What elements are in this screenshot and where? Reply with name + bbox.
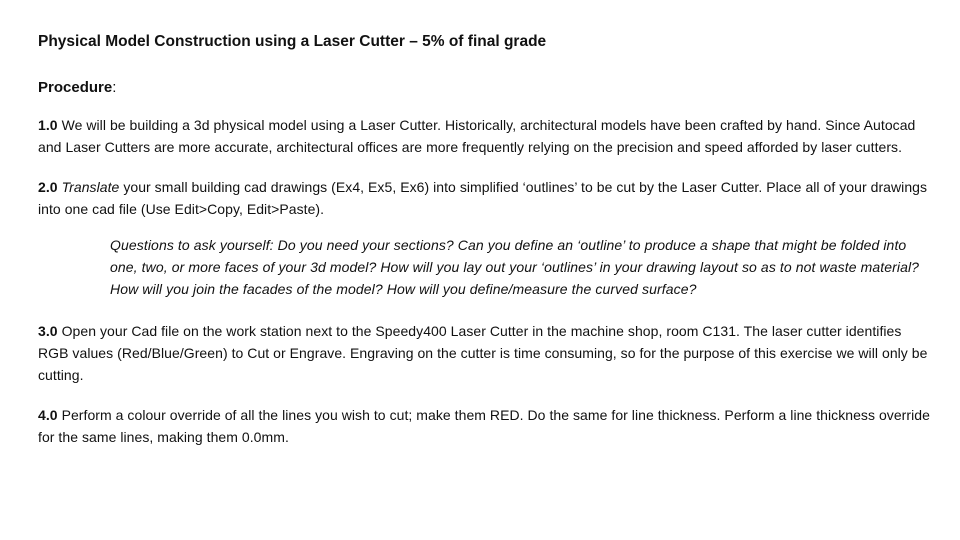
step-2-number: 2.0 [38, 179, 58, 195]
procedure-heading-colon: : [112, 79, 117, 96]
step-1-number: 1.0 [38, 117, 58, 133]
procedure-heading-text: Procedure [38, 79, 113, 96]
step-2-text: your small building cad drawings (Ex4, Ex5, Ex6) into simplified ‘outlines’ to be cut by the Laser Cutter. Place all of your drawings into one cad file (Use Edit>Copy, Edit>Paste). [38, 179, 928, 217]
step-2-questions: Questions to ask yourself: Do you need your sections? Can you define an ‘outline’ to produce a shape that might be folded into one, two, or more faces of your 3d model? How will you lay out your ‘outlines’ in your drawing layout so as to not waste material? How will you join the facades of the model? How will you define/measure the curved surface? [110, 237, 920, 297]
document-page [38, 30, 930, 466]
step-3-text: Open your Cad file on the work station next to the Speedy400 Laser Cutter in the machine shop, room C131. The laser cutter identifies RGB values (Red/Blue/Green) to Cut or Engrave. Engraving on the cutter is time consuming, so for the purpose of this exercise we will only be cutting. [38, 323, 928, 383]
step-2-emphasis: Translate [61, 179, 120, 195]
step-1-paragraph [38, 114, 930, 158]
procedure-heading [38, 76, 930, 100]
step-3-paragraph [38, 320, 930, 386]
step-4-text: Perform a colour override of all the lines you wish to cut; make them RED. Do the same for line thickness. Perform a line thickness override for the same lines, making them 0.0mm. [38, 407, 930, 445]
step-4-number: 4.0 [38, 407, 58, 423]
step-3-number: 3.0 [38, 323, 58, 339]
step-2-paragraph [38, 176, 930, 220]
document-title: Physical Model Construction using a Laser Cutter – 5% of final grade [38, 33, 547, 50]
step-1-text: We will be building a 3d physical model using a Laser Cutter. Historically, architectural models have been crafted by hand. Since Autocad and Laser Cutters are more accurate, architectural offices are more frequently relying on the precision and speed afforded by laser cutters. [38, 117, 916, 155]
step-4-paragraph [38, 404, 930, 448]
